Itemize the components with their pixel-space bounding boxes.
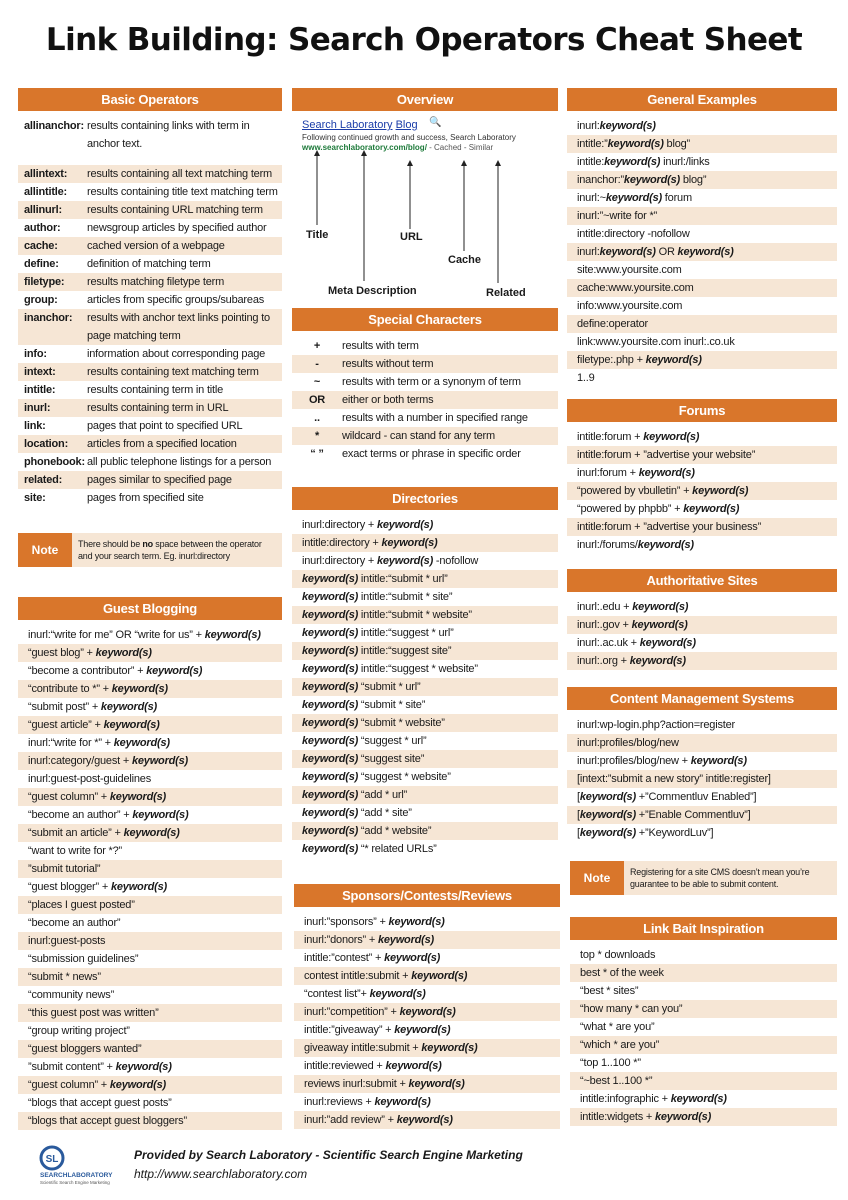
list-item: inurl:”sponsors” + keyword(s) — [304, 916, 445, 928]
serp-snippet: Following continued growth and success, Search Laboratory — [302, 133, 516, 142]
list-item: info:www.yoursite.com — [577, 300, 683, 312]
authoritative-sites-section — [567, 569, 837, 670]
list-item: keyword(s) “add * url” — [292, 786, 558, 804]
list-item: keyword(s) intitle:“suggest * website” — [302, 663, 478, 675]
list-item: intitle:infographic + keyword(s) — [580, 1093, 727, 1105]
list-item: ”submit tutorial” — [18, 860, 282, 878]
list-item: [intext:”submit a new story” intitle:register] — [567, 770, 837, 788]
label-cache: Cache — [448, 254, 482, 266]
label-related: Related — [486, 287, 526, 299]
list-item: keyword(s) intitle:“suggest site” — [292, 642, 558, 660]
list-item: “become a contributor” + keyword(s) — [28, 665, 203, 677]
operator-description: newsgroup articles by specified author — [87, 222, 267, 234]
list-item: intitle:forum + keyword(s) — [577, 431, 700, 443]
serp-title-link: Search Laboratory Blog — [302, 119, 418, 131]
note-no-space — [18, 533, 282, 567]
list-item: “what * are you” — [580, 1021, 655, 1033]
list-item: keyword(s) “* related URLs” — [302, 843, 437, 855]
list-item: contest intitle:submit + keyword(s) — [294, 967, 560, 985]
list-item: intitle:”giveaway” + keyword(s) — [304, 1024, 451, 1036]
operator-key: related: — [24, 474, 63, 486]
list-item: “places I guest posted” — [18, 896, 282, 914]
operator-key: cache: — [24, 240, 58, 252]
list-item: define:operator — [567, 315, 837, 333]
special-char-row — [292, 391, 558, 409]
special-char-symbol: “ ” — [310, 448, 324, 460]
list-item: inurl:”~write for *” — [567, 207, 837, 225]
operator-row — [18, 363, 282, 381]
list-item: inurl:”competition” + keyword(s) — [294, 1003, 560, 1021]
list-item: inanchor:”keyword(s) blog” — [567, 171, 837, 189]
list-item: “which * are you” — [570, 1036, 837, 1054]
forums-section — [567, 399, 837, 554]
special-characters-list — [292, 337, 558, 463]
list-item: “blogs that accept guest posts” — [28, 1097, 172, 1109]
page-title: Link Building: Search Operators Cheat Sheet — [45, 22, 803, 58]
operator-key: intitle: — [24, 384, 56, 396]
list-item: “guest blogger” + keyword(s) — [28, 881, 168, 893]
operator-description: results matching filetype term — [87, 276, 225, 288]
cms-section — [567, 687, 837, 842]
operator-row — [18, 255, 282, 273]
label-title: Title — [306, 229, 329, 241]
operator-description: pages similar to specified page — [87, 474, 232, 486]
list-item: inurl:forum + keyword(s) — [577, 467, 695, 479]
footer-credit: Provided by Search Laboratory - Scientific Search Engine Marketing — [134, 1148, 523, 1162]
note-label: Note — [570, 861, 624, 895]
operator-key: inurl: — [24, 402, 51, 414]
directories-header: Directories — [292, 487, 558, 510]
operator-key: allintext: — [24, 168, 68, 180]
special-char-row — [292, 373, 558, 391]
list-item: “community news” — [28, 989, 115, 1001]
operator-description: results containing title text matching term — [87, 186, 278, 198]
list-item: inurl:~keyword(s) forum — [577, 192, 692, 204]
note-text: There should be no space between the operator and your search term. Eg. inurl:directory — [78, 539, 262, 561]
basic-operators-header: Basic Operators — [18, 88, 282, 111]
special-char-symbol: ~ — [313, 376, 321, 388]
list-item: inurl:directory + keyword(s) — [302, 519, 434, 531]
operator-key: intext: — [24, 366, 56, 378]
operator-row — [18, 345, 282, 363]
search-laboratory-logo — [38, 1144, 128, 1186]
operator-key: allinanchor: — [24, 120, 84, 132]
operator-description: results containing URL matching term — [87, 204, 263, 216]
authoritative-sites-list — [567, 598, 837, 670]
list-item: inurl:profiles/blog/new + keyword(s) — [577, 755, 747, 767]
operator-row — [18, 453, 282, 471]
list-item: inurl:.edu + keyword(s) — [577, 601, 689, 613]
sponsors-list — [294, 913, 560, 1129]
list-item: keyword(s) “add * site” — [302, 807, 412, 819]
special-char-row — [292, 427, 558, 445]
operator-row — [18, 117, 282, 153]
operator-key: info: — [24, 348, 47, 360]
list-item: intitle:keyword(s) inurl:/links — [577, 156, 710, 168]
list-item: inurl:keyword(s) OR keyword(s) — [567, 243, 837, 261]
sponsors-header: Sponsors/Contests/Reviews — [294, 884, 560, 907]
list-item: inurl:category/guest + keyword(s) — [18, 752, 282, 770]
operator-description: definition of matching term — [87, 258, 211, 270]
list-item: intitle:widgets + keyword(s) — [570, 1108, 837, 1126]
list-item: intitle:reviewed + keyword(s) — [304, 1060, 442, 1072]
list-item: inurl:keyword(s) — [577, 120, 656, 132]
list-item: ”submit content” + keyword(s) — [28, 1061, 172, 1073]
list-item: inurl:guest-posts — [18, 932, 282, 950]
list-item: “want to write for *?” — [28, 845, 123, 857]
operator-row — [18, 435, 282, 453]
operator-row — [18, 273, 282, 291]
list-item: inurl:guest-post-guidelines — [28, 773, 152, 785]
operator-row — [18, 291, 282, 309]
svg-text:SL: SL — [45, 1154, 59, 1165]
list-item: intitle:directory + keyword(s) — [292, 534, 558, 552]
forums-header: Forums — [567, 399, 837, 422]
operator-description: results containing links with term in anchor text. — [87, 120, 250, 150]
guest-blogging-section — [18, 597, 282, 1130]
sponsors-section — [294, 884, 560, 1129]
operator-row — [18, 471, 282, 489]
list-item: keyword(s) “submit * website” — [292, 714, 558, 732]
list-item: inurl:”donors” + keyword(s) — [294, 931, 560, 949]
list-item: keyword(s) “suggest * website” — [302, 771, 451, 783]
list-item: “guest column” + keyword(s) — [18, 788, 282, 806]
operator-row — [18, 399, 282, 417]
list-item: keyword(s) intitle:“suggest * url” — [302, 627, 454, 639]
directories-section — [292, 487, 558, 858]
list-item: “~best 1..100 *” — [570, 1072, 837, 1090]
list-item: inurl:.gov + keyword(s) — [567, 616, 837, 634]
operator-row — [18, 183, 282, 201]
operator-description: cached version of a webpage — [87, 240, 225, 252]
special-char-description: either or both terms — [342, 394, 434, 406]
list-item: keyword(s) “add * website” — [292, 822, 558, 840]
operator-description: results containing term in title — [87, 384, 224, 396]
special-characters-section — [292, 308, 558, 463]
list-item: intitle:directory -nofollow — [577, 228, 690, 240]
svg-text:SEARCHLABORATORY: SEARCHLABORATORY — [40, 1172, 113, 1179]
operator-row — [18, 381, 282, 399]
list-item: intitle:forum + ”advertise your business” — [567, 518, 837, 536]
list-item: keyword(s) intitle:“submit * site” — [302, 591, 453, 603]
operator-key: link: — [24, 420, 46, 432]
general-examples-list — [567, 117, 837, 387]
list-item: “blogs that accept guest bloggers” — [18, 1112, 282, 1130]
list-item: [keyword(s) +”Commentluv Enabled”] — [577, 791, 757, 803]
special-char-row — [292, 409, 558, 427]
directories-list — [292, 516, 558, 858]
list-item: reviews inurl:submit + keyword(s) — [294, 1075, 560, 1093]
note-cms — [570, 861, 837, 895]
list-item: “submit post” + keyword(s) — [28, 701, 157, 713]
link-bait-list — [570, 946, 837, 1126]
list-item: “submit * news” — [18, 968, 282, 986]
operator-description: pages from specified site — [87, 492, 204, 504]
guest-blogging-list — [18, 626, 282, 1130]
basic-operators-list — [18, 117, 282, 507]
label-url: URL — [400, 231, 423, 243]
special-char-symbol: .. — [314, 412, 320, 424]
link-bait-section — [570, 917, 837, 1126]
list-item: inurl:directory + keyword(s) -nofollow — [302, 555, 479, 567]
operator-row — [18, 489, 282, 507]
special-char-description: results with a number in specified range — [342, 412, 528, 424]
list-item: intitle:”keyword(s) blog” — [567, 135, 837, 153]
cms-header: Content Management Systems — [567, 687, 837, 710]
list-item: “become an author” — [28, 917, 121, 929]
list-item: link:www.yoursite.com inurl:.co.uk — [577, 336, 735, 348]
operator-key: filetype: — [24, 276, 65, 288]
list-item: keyword(s) “submit * url” — [292, 678, 558, 696]
serp-illustration — [292, 111, 558, 299]
list-item: “contribute to *” + keyword(s) — [18, 680, 282, 698]
list-item: “submit an article” + keyword(s) — [18, 824, 282, 842]
list-item: keyword(s) intitle:“submit * url” — [292, 570, 558, 588]
list-item: “guest article” + keyword(s) — [18, 716, 282, 734]
special-char-row — [292, 445, 558, 463]
general-examples-header: General Examples — [567, 88, 837, 111]
list-item: [keyword(s) +”Enable Commentluv”] — [567, 806, 837, 824]
list-item: “guest bloggers wanted” — [18, 1040, 282, 1058]
special-char-row — [292, 355, 558, 373]
footer-url[interactable]: http://www.searchlaboratory.com — [134, 1167, 308, 1181]
list-item: keyword(s) “suggest * url” — [302, 735, 427, 747]
operator-row — [18, 201, 282, 219]
list-item: “become an author” + keyword(s) — [28, 809, 189, 821]
list-item: inurl:wp-login.php?action=register — [577, 719, 735, 731]
note-text: Registering for a site CMS doesn’t mean you’re guarantee to be able to submit content. — [630, 867, 810, 889]
special-char-symbol: OR — [308, 394, 326, 406]
list-item: “guest blog” + keyword(s) — [18, 644, 282, 662]
operator-row — [18, 417, 282, 435]
operator-row — [18, 219, 282, 237]
list-item: “submission guidelines” — [28, 953, 139, 965]
list-item: filetype:.php + keyword(s) — [567, 351, 837, 369]
operator-key: location: — [24, 438, 69, 450]
guest-blogging-header: Guest Blogging — [18, 597, 282, 620]
operator-description: all public telephone listings for a person — [87, 456, 272, 468]
operator-key: allinurl: — [24, 204, 62, 216]
special-char-row — [292, 337, 558, 355]
operator-key: phonebook: — [24, 456, 85, 468]
serp-url: www.searchlaboratory.com/blog/ - Cached - Similar — [302, 143, 494, 152]
list-item: best * of the week — [570, 964, 837, 982]
list-item: inurl:reviews + keyword(s) — [304, 1096, 431, 1108]
list-item: intitle:forum + ”advertise your website” — [567, 446, 837, 464]
list-item: “powered by vbulletin” + keyword(s) — [567, 482, 837, 500]
list-item: inurl:.ac.uk + keyword(s) — [577, 637, 696, 649]
operator-key: site: — [24, 492, 46, 504]
list-item: keyword(s) intitle:“submit * website” — [292, 606, 558, 624]
operator-row — [18, 165, 282, 183]
operator-row — [18, 309, 282, 345]
operator-description: information about corresponding page — [87, 348, 266, 360]
list-item: [keyword(s) +”KeywordLuv”] — [577, 827, 714, 839]
list-item: 1..9 — [577, 372, 595, 384]
list-item: cache:www.yoursite.com — [567, 279, 837, 297]
special-char-description: results without term — [342, 358, 434, 370]
general-examples-section — [567, 88, 837, 387]
operator-row — [18, 237, 282, 255]
special-char-symbol: * — [314, 430, 320, 442]
operator-description: results with anchor text links pointing to page matching term — [87, 312, 270, 342]
label-meta: Meta Description — [328, 285, 417, 297]
list-item: “guest column” + keyword(s) — [18, 1076, 282, 1094]
authoritative-sites-header: Authoritative Sites — [567, 569, 837, 592]
special-char-symbol: + — [313, 340, 321, 352]
list-item: inurl:“write for me” OR “write for us” + keyword(s) — [28, 629, 261, 641]
list-item: “best * sites” — [580, 985, 639, 997]
basic-operators-section — [18, 88, 282, 507]
list-item: site:www.yoursite.com — [577, 264, 682, 276]
operator-key: author: — [24, 222, 61, 234]
forums-list — [567, 428, 837, 554]
list-item: keyword(s) “suggest site” — [292, 750, 558, 768]
list-item: “contest list”+ keyword(s) — [304, 988, 426, 1000]
overview-header: Overview — [292, 88, 558, 111]
list-item: “this guest post was written” — [18, 1004, 282, 1022]
special-char-description: wildcard - can stand for any term — [342, 430, 495, 442]
list-item: inurl:“write for *” + keyword(s) — [28, 737, 170, 749]
operator-key: define: — [24, 258, 59, 270]
list-item: inurl:.org + keyword(s) — [567, 652, 837, 670]
list-item: inurl:”add review” + keyword(s) — [294, 1111, 560, 1129]
list-item: keyword(s) “submit * site” — [302, 699, 426, 711]
special-char-description: exact terms or phrase in specific order — [342, 448, 521, 460]
special-char-description: results with term or a synonym of term — [342, 376, 521, 388]
operator-description: results containing term in URL — [87, 402, 229, 414]
operator-description: articles from specific groups/subareas — [87, 294, 265, 306]
list-item: “powered by phpbb” + keyword(s) — [577, 503, 740, 515]
list-item: “top 1..100 *” — [580, 1057, 641, 1069]
special-char-symbol: - — [315, 358, 319, 370]
list-item: “how many * can you” — [570, 1000, 837, 1018]
operator-key: group: — [24, 294, 58, 306]
operator-description: results containing all text matching term — [87, 168, 273, 180]
special-characters-header: Special Characters — [292, 308, 558, 331]
list-item: inurl:profiles/blog/new — [567, 734, 837, 752]
list-item: giveaway intitle:submit + keyword(s) — [294, 1039, 560, 1057]
list-item: inurl:/forums/keyword(s) — [577, 539, 694, 551]
operator-description: pages that point to specified URL — [87, 420, 243, 432]
operator-key: inanchor: — [24, 312, 73, 324]
special-char-description: results with term — [342, 340, 419, 352]
svg-text:Scientific Search Engine Marke: Scientific Search Engine Marketing — [40, 1180, 110, 1185]
list-item: intitle:”contest” + keyword(s) — [304, 952, 441, 964]
list-item: top * downloads — [580, 949, 656, 961]
operator-key: allintitle: — [24, 186, 68, 198]
list-item: “group writing project” — [28, 1025, 130, 1037]
footer — [38, 1140, 738, 1186]
note-label: Note — [18, 533, 72, 567]
operator-description: articles from a specified location — [87, 438, 237, 450]
callout-arrows — [292, 111, 558, 294]
link-bait-header: Link Bait Inspiration — [570, 917, 837, 940]
overview-section — [292, 88, 558, 299]
operator-description: results containing text matching term — [87, 366, 259, 378]
magnifier-icon: 🔍 — [429, 117, 442, 128]
cms-list — [567, 716, 837, 842]
